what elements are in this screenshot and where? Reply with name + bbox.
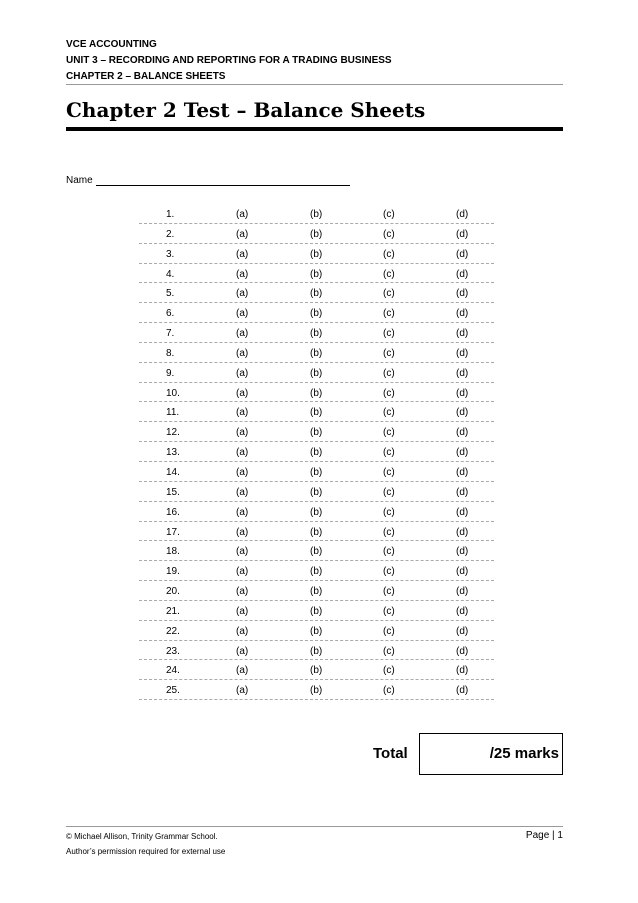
page-title: Chapter 2 Test – Balance Sheets	[66, 98, 426, 122]
answer-row	[139, 244, 494, 264]
question-number: 13.	[166, 447, 180, 459]
answer-option-d[interactable]: (d)	[456, 605, 469, 617]
answer-option-b[interactable]: (b)	[310, 685, 323, 697]
answer-option-a[interactable]: (a)	[236, 526, 249, 538]
answer-option-d[interactable]: (d)	[456, 288, 469, 300]
answer-option-b[interactable]: (b)	[310, 526, 323, 538]
question-number: 4.	[166, 268, 175, 280]
answer-option-b[interactable]: (b)	[310, 268, 323, 280]
answer-option-a[interactable]: (a)	[236, 328, 249, 340]
footer-copyright: © Michael Allison, Trinity Grammar School.	[66, 832, 218, 841]
answer-option-a[interactable]: (a)	[236, 288, 249, 300]
answer-row	[139, 482, 494, 502]
question-number: 22.	[166, 625, 180, 637]
answer-option-c[interactable]: (c)	[383, 665, 395, 677]
answer-option-c[interactable]: (c)	[383, 248, 395, 260]
answer-option-a[interactable]: (a)	[236, 367, 249, 379]
answer-option-c[interactable]: (c)	[383, 645, 395, 657]
answer-option-a[interactable]: (a)	[236, 209, 249, 220]
answer-option-c[interactable]: (c)	[383, 506, 395, 518]
answer-option-b[interactable]: (b)	[310, 506, 323, 518]
question-number: 2.	[166, 228, 175, 240]
answer-row	[139, 660, 494, 680]
answer-option-a[interactable]: (a)	[236, 586, 249, 598]
answer-option-d[interactable]: (d)	[456, 526, 469, 538]
answer-option-c[interactable]: (c)	[383, 347, 395, 359]
answer-option-c[interactable]: (c)	[383, 486, 395, 498]
name-field-row	[66, 174, 350, 186]
answer-option-c[interactable]: (c)	[383, 546, 395, 558]
answer-option-c[interactable]: (c)	[383, 526, 395, 538]
answer-option-d[interactable]: (d)	[456, 407, 469, 419]
answer-option-b[interactable]: (b)	[310, 665, 323, 677]
answer-option-b[interactable]: (b)	[310, 387, 323, 399]
question-number: 7.	[166, 328, 175, 340]
answer-option-a[interactable]: (a)	[236, 427, 249, 439]
answer-option-c[interactable]: (c)	[383, 288, 395, 300]
answer-option-b[interactable]: (b)	[310, 347, 323, 359]
answer-option-b[interactable]: (b)	[310, 427, 323, 439]
total-label: Total	[373, 745, 408, 762]
answer-row	[139, 422, 494, 442]
question-number: 8.	[166, 347, 175, 359]
question-number: 14.	[166, 466, 180, 478]
answer-option-a[interactable]: (a)	[236, 407, 249, 419]
answer-option-c[interactable]: (c)	[383, 427, 395, 439]
footer-permission: Author’s permission required for external use	[66, 847, 226, 856]
answer-option-b[interactable]: (b)	[310, 466, 323, 478]
answer-grid	[139, 204, 494, 700]
answer-option-d[interactable]: (d)	[456, 328, 469, 340]
question-number: 12.	[166, 427, 180, 439]
answer-option-c[interactable]: (c)	[383, 466, 395, 478]
question-number: 3.	[166, 248, 175, 260]
answer-option-b[interactable]: (b)	[310, 407, 323, 419]
answer-option-d[interactable]: (d)	[456, 427, 469, 439]
question-number: 21.	[166, 605, 180, 617]
footer-divider	[66, 826, 563, 827]
answer-option-d[interactable]: (d)	[456, 486, 469, 498]
answer-option-b[interactable]: (b)	[310, 228, 323, 240]
answer-row	[139, 323, 494, 343]
answer-option-c[interactable]: (c)	[383, 209, 395, 220]
answer-option-a[interactable]: (a)	[236, 566, 249, 578]
answer-option-d[interactable]: (d)	[456, 665, 469, 677]
document-header	[66, 37, 563, 85]
answer-option-a[interactable]: (a)	[236, 645, 249, 657]
answer-option-a[interactable]: (a)	[236, 486, 249, 498]
page-number: Page | 1	[525, 830, 563, 841]
answer-option-c[interactable]: (c)	[383, 605, 395, 617]
answer-option-c[interactable]: (c)	[383, 228, 395, 240]
answer-option-d[interactable]: (d)	[456, 308, 469, 320]
total-score-box[interactable]	[419, 733, 563, 775]
answer-row	[139, 264, 494, 284]
question-number: 5.	[166, 288, 175, 300]
answer-row	[139, 561, 494, 581]
answer-option-a[interactable]: (a)	[236, 447, 249, 459]
answer-row	[139, 204, 494, 224]
answer-option-c[interactable]: (c)	[383, 407, 395, 419]
answer-row	[139, 621, 494, 641]
answer-option-a[interactable]: (a)	[236, 665, 249, 677]
answer-row	[139, 641, 494, 661]
name-label: Name	[66, 175, 93, 186]
answer-option-d[interactable]: (d)	[456, 248, 469, 260]
answer-option-a[interactable]: (a)	[236, 268, 249, 280]
answer-row	[139, 343, 494, 363]
answer-option-b[interactable]: (b)	[310, 586, 323, 598]
answer-row	[139, 680, 494, 700]
answer-row	[139, 601, 494, 621]
answer-option-b[interactable]: (b)	[310, 209, 323, 220]
name-answer-line[interactable]	[96, 174, 350, 186]
answer-option-d[interactable]: (d)	[456, 586, 469, 598]
header-chapter: CHAPTER 2 – BALANCE SHEETS	[66, 71, 226, 82]
answer-option-c[interactable]: (c)	[383, 328, 395, 340]
answer-option-a[interactable]: (a)	[236, 506, 249, 518]
question-number: 25.	[166, 685, 180, 697]
answer-option-d[interactable]: (d)	[456, 347, 469, 359]
question-number: 11.	[166, 407, 180, 419]
answer-row	[139, 502, 494, 522]
answer-option-b[interactable]: (b)	[310, 605, 323, 617]
answer-option-c[interactable]: (c)	[383, 685, 395, 697]
question-number: 18.	[166, 546, 180, 558]
answer-option-b[interactable]: (b)	[310, 288, 323, 300]
answer-option-d[interactable]: (d)	[456, 685, 469, 697]
answer-row	[139, 402, 494, 422]
total-marks: /25 marks	[489, 745, 559, 762]
question-number: 20.	[166, 586, 180, 598]
answer-option-d[interactable]: (d)	[456, 546, 469, 558]
header-unit: UNIT 3 – RECORDING AND REPORTING FOR A TRADING BUSINESS	[66, 55, 392, 66]
answer-option-d[interactable]: (d)	[456, 566, 469, 578]
answer-option-d[interactable]: (d)	[456, 645, 469, 657]
answer-row	[139, 363, 494, 383]
answer-option-a[interactable]: (a)	[236, 625, 249, 637]
question-number: 17.	[166, 526, 180, 538]
footer-credits	[66, 829, 225, 859]
answer-option-d[interactable]: (d)	[456, 387, 469, 399]
answer-option-a[interactable]: (a)	[236, 605, 249, 617]
answer-row	[139, 462, 494, 482]
answer-option-d[interactable]: (d)	[456, 367, 469, 379]
answer-option-d[interactable]: (d)	[456, 209, 469, 220]
answer-option-b[interactable]: (b)	[310, 248, 323, 260]
answer-option-a[interactable]: (a)	[236, 466, 249, 478]
answer-option-d[interactable]: (d)	[456, 625, 469, 637]
answer-option-c[interactable]: (c)	[383, 268, 395, 280]
answer-option-b[interactable]: (b)	[310, 546, 323, 558]
answer-option-b[interactable]: (b)	[310, 328, 323, 340]
answer-option-c[interactable]: (c)	[383, 387, 395, 399]
question-number: 24.	[166, 665, 180, 677]
answer-option-c[interactable]: (c)	[383, 566, 395, 578]
answer-row	[139, 442, 494, 462]
question-number: 19.	[166, 566, 180, 578]
answer-option-c[interactable]: (c)	[383, 367, 395, 379]
question-number: 23.	[166, 645, 180, 657]
answer-option-a[interactable]: (a)	[236, 387, 249, 399]
header-subject: VCE ACCOUNTING	[66, 39, 157, 50]
answer-option-b[interactable]: (b)	[310, 645, 323, 657]
answer-option-c[interactable]: (c)	[383, 586, 395, 598]
answer-option-a[interactable]: (a)	[236, 308, 249, 320]
answer-row	[139, 224, 494, 244]
question-number: 10.	[166, 387, 180, 399]
answer-option-a[interactable]: (a)	[236, 546, 249, 558]
answer-option-c[interactable]: (c)	[383, 308, 395, 320]
answer-row	[139, 303, 494, 323]
answer-option-b[interactable]: (b)	[310, 308, 323, 320]
answer-option-d[interactable]: (d)	[456, 447, 469, 459]
question-number: 16.	[166, 506, 180, 518]
answer-row	[139, 541, 494, 561]
answer-row	[139, 522, 494, 542]
answer-option-b[interactable]: (b)	[310, 447, 323, 459]
answer-row	[139, 283, 494, 303]
answer-row	[139, 581, 494, 601]
answer-option-a[interactable]: (a)	[236, 347, 249, 359]
answer-option-b[interactable]: (b)	[310, 566, 323, 578]
answer-option-a[interactable]: (a)	[236, 685, 249, 697]
header-divider	[66, 84, 563, 85]
question-number: 6.	[166, 308, 175, 320]
answer-option-b[interactable]: (b)	[310, 367, 323, 379]
answer-option-c[interactable]: (c)	[383, 625, 395, 637]
answer-option-d[interactable]: (d)	[456, 228, 469, 240]
question-number: 15.	[166, 486, 180, 498]
answer-row	[139, 383, 494, 403]
answer-option-b[interactable]: (b)	[310, 486, 323, 498]
answer-option-c[interactable]: (c)	[383, 447, 395, 459]
answer-option-a[interactable]: (a)	[236, 248, 249, 260]
answer-option-d[interactable]: (d)	[456, 506, 469, 518]
answer-option-b[interactable]: (b)	[310, 625, 323, 637]
title-divider	[66, 127, 563, 131]
answer-option-d[interactable]: (d)	[456, 466, 469, 478]
question-number: 9.	[166, 367, 175, 379]
answer-option-d[interactable]: (d)	[456, 268, 469, 280]
answer-option-a[interactable]: (a)	[236, 228, 249, 240]
question-number: 1.	[166, 209, 175, 220]
